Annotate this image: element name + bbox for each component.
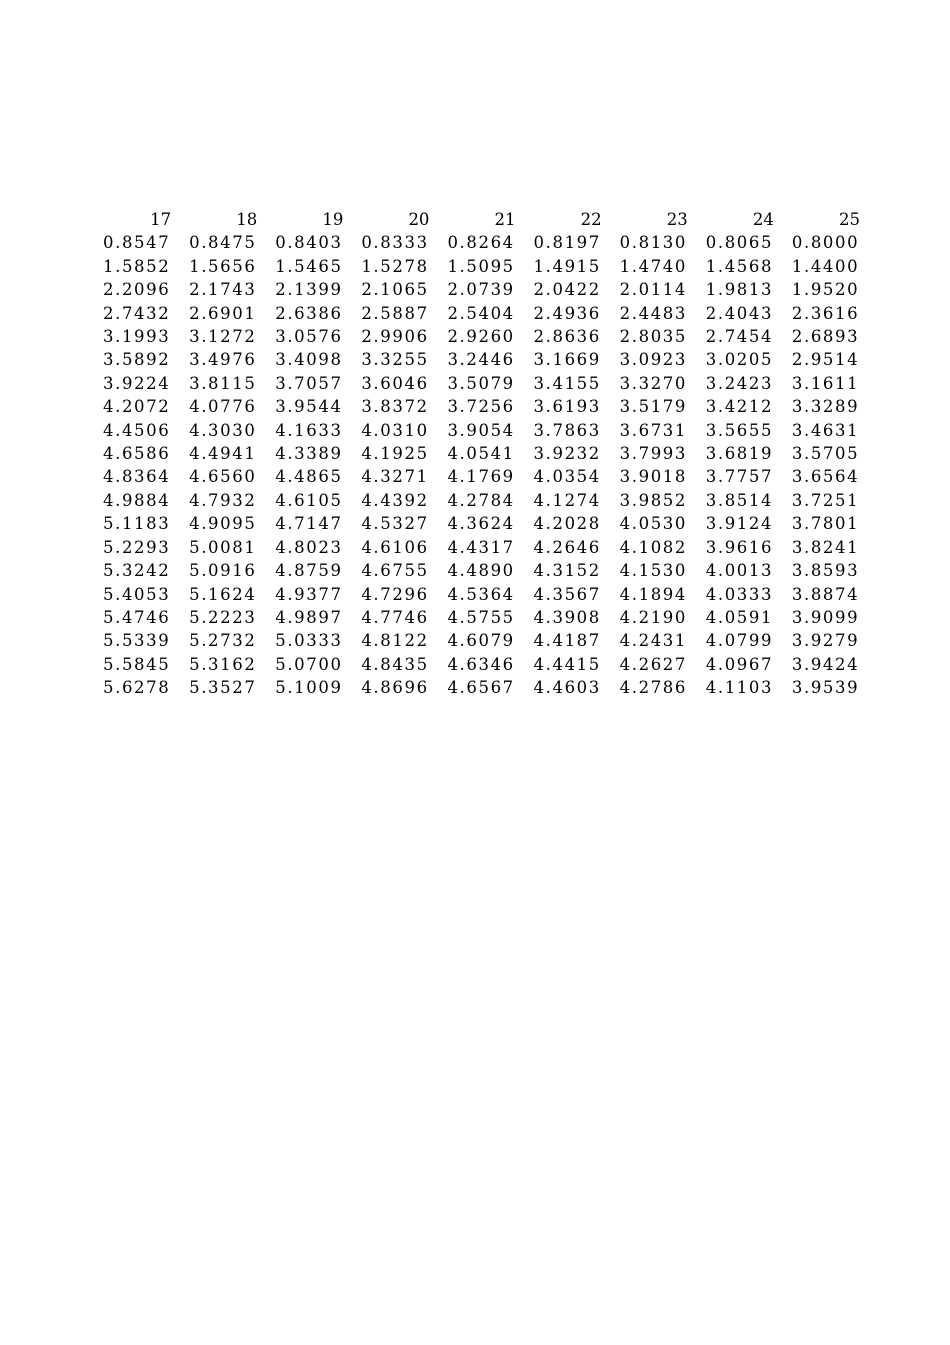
table-cell: 4.0333 — [705, 584, 774, 604]
column-header: 20 — [408, 210, 430, 229]
table-cell: 4.3152 — [533, 561, 601, 581]
table-cell: 4.7296 — [361, 584, 429, 604]
table-row — [95, 395, 870, 418]
table-cell: 3.8372 — [361, 397, 429, 417]
table-cell: 4.4941 — [189, 444, 257, 464]
table-cell: 3.1993 — [103, 327, 171, 347]
table-cell: 4.1082 — [619, 537, 687, 557]
table-cell: 4.3271 — [361, 467, 429, 487]
table-cell: 5.5845 — [103, 654, 171, 674]
table-cell: 5.6278 — [103, 678, 171, 698]
table-cell: 4.9095 — [189, 514, 257, 534]
table-cell: 4.4865 — [275, 467, 343, 487]
table-row — [95, 278, 870, 301]
table-cell: 3.7256 — [447, 397, 515, 417]
table-cell: 2.7454 — [705, 327, 774, 347]
table-cell: 4.6105 — [275, 490, 343, 510]
table-cell: 4.4603 — [533, 678, 601, 698]
table-cell: 3.5179 — [619, 397, 687, 417]
table-cell: 4.3389 — [275, 444, 343, 464]
data-sheet — [95, 208, 870, 700]
table-cell: 3.8874 — [791, 584, 860, 604]
table-cell: 3.4631 — [791, 420, 860, 440]
table-cell: 3.0923 — [619, 350, 687, 370]
table-row — [95, 489, 870, 512]
table-cell: 4.6567 — [447, 678, 515, 698]
column-header: 23 — [666, 210, 688, 229]
table-cell: 1.4915 — [533, 256, 601, 276]
table-cell: 0.8475 — [189, 233, 257, 253]
table-cell: 4.4506 — [103, 420, 171, 440]
table-cell: 0.8000 — [791, 233, 860, 253]
table-cell: 2.5404 — [447, 303, 515, 323]
table-cell: 3.7801 — [791, 514, 860, 534]
table-cell: 4.0967 — [705, 654, 774, 674]
table-cell: 2.4043 — [705, 303, 774, 323]
table-row — [95, 653, 870, 676]
table-cell: 4.0354 — [533, 467, 601, 487]
table-row — [95, 372, 870, 395]
table-cell: 3.9099 — [791, 607, 860, 627]
table-cell: 0.8065 — [705, 233, 774, 253]
table-cell: 2.6893 — [791, 327, 860, 347]
table-cell: 3.3270 — [619, 373, 687, 393]
table-cell: 3.9539 — [791, 678, 860, 698]
table-header — [95, 208, 870, 231]
column-header: 19 — [322, 210, 344, 229]
table-cell: 0.8264 — [447, 233, 515, 253]
table-cell: 4.8364 — [103, 467, 171, 487]
table-cell: 3.9054 — [447, 420, 515, 440]
table-cell: 2.0114 — [619, 280, 687, 300]
table-cell: 1.9520 — [791, 280, 860, 300]
table-cell: 3.2446 — [447, 350, 515, 370]
table-cell: 5.0081 — [189, 537, 257, 557]
table-cell: 2.0422 — [533, 280, 601, 300]
table-cell: 3.5892 — [103, 350, 171, 370]
table-row — [95, 231, 870, 254]
table-row — [95, 676, 870, 699]
header-row — [95, 208, 870, 231]
table-cell: 1.5278 — [361, 256, 429, 276]
table-cell: 4.5755 — [447, 607, 515, 627]
table-cell: 4.7147 — [275, 514, 343, 534]
table-cell: 3.5655 — [705, 420, 774, 440]
table-cell: 3.6819 — [705, 444, 774, 464]
table-cell: 2.0739 — [447, 280, 515, 300]
table-cell: 1.5656 — [189, 256, 257, 276]
table-cell: 3.9616 — [705, 537, 774, 557]
table-cell: 1.5095 — [447, 256, 515, 276]
table-cell: 4.9884 — [103, 490, 171, 510]
table-cell: 5.2732 — [189, 631, 257, 651]
table-cell: 4.8122 — [361, 631, 429, 651]
table-cell: 3.8115 — [189, 373, 257, 393]
table-cell: 1.4568 — [705, 256, 774, 276]
table-cell: 4.3908 — [533, 607, 601, 627]
table-cell: 0.8403 — [275, 233, 343, 253]
table-cell: 3.3289 — [791, 397, 860, 417]
table-cell: 3.4155 — [533, 373, 601, 393]
table-cell: 4.1769 — [447, 467, 515, 487]
table-cell: 2.5887 — [361, 303, 429, 323]
table-cell: 1.4740 — [619, 256, 687, 276]
table-cell: 4.1925 — [361, 444, 429, 464]
table-cell: 2.9260 — [447, 327, 515, 347]
table-cell: 5.2293 — [103, 537, 171, 557]
table-cell: 4.8023 — [275, 537, 343, 557]
table-cell: 4.8435 — [361, 654, 429, 674]
table-cell: 3.5705 — [791, 444, 860, 464]
table-row — [95, 559, 870, 582]
table-cell: 2.4483 — [619, 303, 687, 323]
table-cell: 3.4976 — [189, 350, 257, 370]
table-cell: 4.2072 — [103, 397, 171, 417]
table-cell: 4.8759 — [275, 561, 343, 581]
table-cell: 3.4212 — [705, 397, 774, 417]
table-cell: 4.2646 — [533, 537, 601, 557]
column-header: 17 — [150, 210, 172, 229]
table-cell: 4.2190 — [619, 607, 687, 627]
table-cell: 3.8593 — [791, 561, 860, 581]
table-cell: 3.7993 — [619, 444, 687, 464]
table-cell: 5.3527 — [189, 678, 257, 698]
table-cell: 3.9018 — [619, 467, 687, 487]
table-cell: 2.6386 — [275, 303, 343, 323]
table-cell: 5.0700 — [275, 654, 343, 674]
table-cell: 4.3030 — [189, 420, 257, 440]
table-cell: 4.9897 — [275, 607, 343, 627]
column-header: 18 — [236, 210, 258, 229]
table-cell: 4.2784 — [447, 490, 515, 510]
table-cell: 1.4400 — [791, 256, 860, 276]
table-cell: 3.7757 — [705, 467, 774, 487]
table-cell: 4.1103 — [705, 678, 774, 698]
table-cell: 3.9224 — [103, 373, 171, 393]
table-cell: 4.0013 — [705, 561, 774, 581]
table-cell: 5.5339 — [103, 631, 171, 651]
column-header: 22 — [580, 210, 602, 229]
table-cell: 3.9124 — [705, 514, 774, 534]
table-cell: 2.8636 — [533, 327, 601, 347]
table-cell: 3.0576 — [275, 327, 343, 347]
table-cell: 2.1399 — [275, 280, 343, 300]
table-cell: 5.4746 — [103, 607, 171, 627]
table-cell: 2.1743 — [189, 280, 257, 300]
table-cell: 2.6901 — [189, 303, 257, 323]
table-cell: 4.5327 — [361, 514, 429, 534]
table-cell: 4.1894 — [619, 584, 687, 604]
table-cell: 4.0310 — [361, 420, 429, 440]
table-cell: 3.6046 — [361, 373, 429, 393]
table-cell: 2.9514 — [791, 350, 860, 370]
table-cell: 3.9424 — [791, 654, 860, 674]
table-cell: 3.1669 — [533, 350, 601, 370]
table-cell: 4.2431 — [619, 631, 687, 651]
table-cell: 5.0916 — [189, 561, 257, 581]
table-body — [95, 231, 870, 699]
table-row — [95, 512, 870, 535]
table-cell: 3.8514 — [705, 490, 774, 510]
table-cell: 4.9377 — [275, 584, 343, 604]
table-cell: 4.6346 — [447, 654, 515, 674]
table-cell: 4.2028 — [533, 514, 601, 534]
table-cell: 3.7057 — [275, 373, 343, 393]
table-cell: 3.1272 — [189, 327, 257, 347]
column-header: 21 — [494, 210, 516, 229]
table-cell: 2.2096 — [103, 280, 171, 300]
table-cell: 3.9279 — [791, 631, 860, 651]
table-cell: 5.1183 — [103, 514, 171, 534]
table-cell: 4.7746 — [361, 607, 429, 627]
table-cell: 4.7932 — [189, 490, 257, 510]
table-cell: 4.6755 — [361, 561, 429, 581]
table-row — [95, 348, 870, 371]
table-row — [95, 419, 870, 442]
table-cell: 4.0776 — [189, 397, 257, 417]
table-cell: 4.5364 — [447, 584, 515, 604]
table-cell: 4.0799 — [705, 631, 774, 651]
table-cell: 3.0205 — [705, 350, 774, 370]
table-row — [95, 302, 870, 325]
table-row — [95, 629, 870, 652]
table-cell: 4.1274 — [533, 490, 601, 510]
table-cell: 3.8241 — [791, 537, 860, 557]
table-cell: 4.4415 — [533, 654, 601, 674]
table-cell: 5.4053 — [103, 584, 171, 604]
table-cell: 3.5079 — [447, 373, 515, 393]
table-row — [95, 442, 870, 465]
column-header: 25 — [839, 210, 860, 229]
table-cell: 3.2423 — [705, 373, 774, 393]
table-cell: 2.7432 — [103, 303, 171, 323]
table-cell: 1.5852 — [103, 256, 171, 276]
table-cell: 4.4392 — [361, 490, 429, 510]
table-cell: 3.7863 — [533, 420, 601, 440]
table-cell: 0.8197 — [533, 233, 601, 253]
table-cell: 4.6106 — [361, 537, 429, 557]
table-cell: 2.9906 — [361, 327, 429, 347]
table-cell: 0.8333 — [361, 233, 429, 253]
table-cell: 0.8547 — [103, 233, 171, 253]
table-cell: 4.6079 — [447, 631, 515, 651]
table-cell: 4.0591 — [705, 607, 774, 627]
table-cell: 4.4890 — [447, 561, 515, 581]
table-cell: 4.1530 — [619, 561, 687, 581]
value-table — [95, 208, 870, 700]
table-cell: 3.9232 — [533, 444, 601, 464]
table-cell: 4.2786 — [619, 678, 687, 698]
table-cell: 4.4187 — [533, 631, 601, 651]
table-cell: 5.2223 — [189, 607, 257, 627]
table-row — [95, 255, 870, 278]
table-cell: 4.8696 — [361, 678, 429, 698]
table-cell: 3.1611 — [791, 373, 860, 393]
table-row — [95, 606, 870, 629]
table-row — [95, 325, 870, 348]
table-cell: 4.2627 — [619, 654, 687, 674]
table-cell: 3.4098 — [275, 350, 343, 370]
table-row — [95, 536, 870, 559]
table-cell: 4.1633 — [275, 420, 343, 440]
table-cell: 3.6193 — [533, 397, 601, 417]
table-row — [95, 465, 870, 488]
table-cell: 3.9544 — [275, 397, 343, 417]
table-cell: 5.3242 — [103, 561, 171, 581]
table-cell: 5.3162 — [189, 654, 257, 674]
table-cell: 4.0541 — [447, 444, 515, 464]
table-cell: 2.1065 — [361, 280, 429, 300]
table-cell: 3.3255 — [361, 350, 429, 370]
table-cell: 3.9852 — [619, 490, 687, 510]
table-cell: 2.4936 — [533, 303, 601, 323]
table-cell: 2.8035 — [619, 327, 687, 347]
table-cell: 5.0333 — [275, 631, 343, 651]
table-cell: 2.3616 — [791, 303, 860, 323]
table-cell: 3.7251 — [791, 490, 860, 510]
table-cell: 1.5465 — [275, 256, 343, 276]
table-cell: 3.6564 — [791, 467, 860, 487]
table-cell: 4.3567 — [533, 584, 601, 604]
table-cell: 3.6731 — [619, 420, 687, 440]
table-row — [95, 583, 870, 606]
table-cell: 5.1009 — [275, 678, 343, 698]
table-cell: 4.6560 — [189, 467, 257, 487]
column-header: 24 — [752, 210, 774, 229]
table-cell: 4.0530 — [619, 514, 687, 534]
table-cell: 4.3624 — [447, 514, 515, 534]
table-cell: 0.8130 — [619, 233, 687, 253]
table-cell: 5.1624 — [189, 584, 257, 604]
table-cell: 4.6586 — [103, 444, 171, 464]
table-cell: 4.4317 — [447, 537, 515, 557]
table-cell: 1.9813 — [705, 280, 774, 300]
